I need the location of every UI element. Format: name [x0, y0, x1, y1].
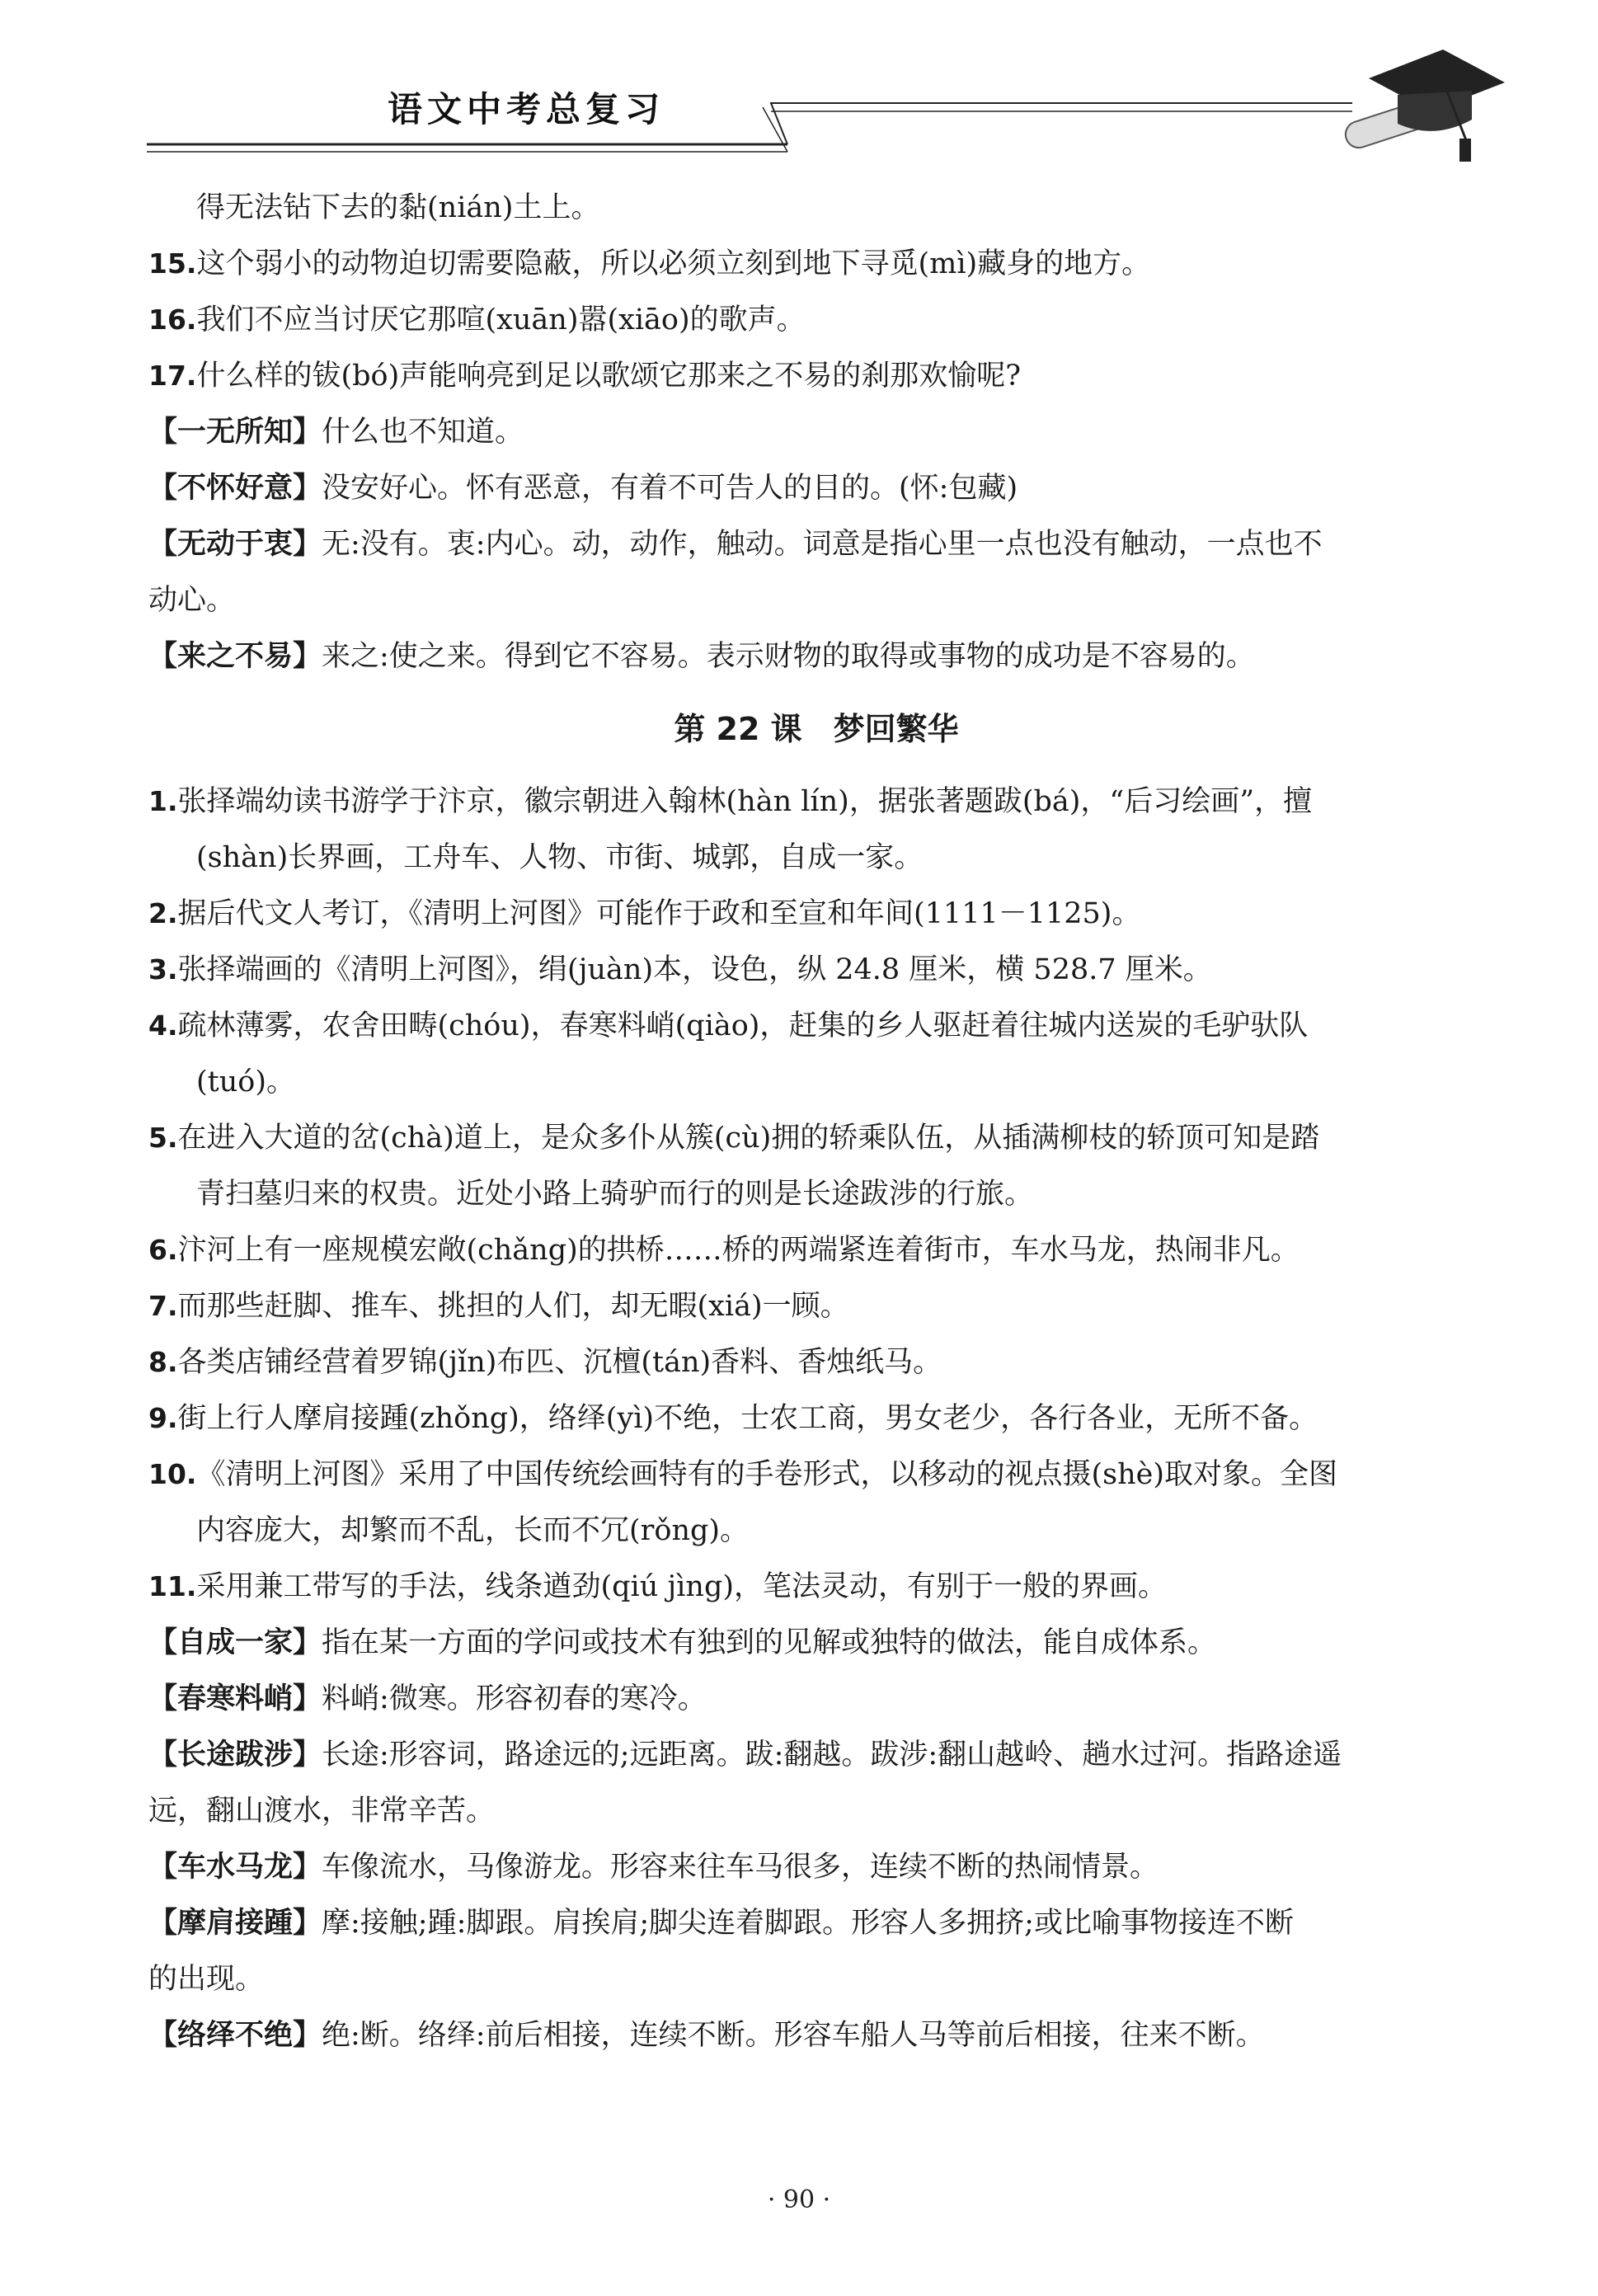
- definition-entry: [148, 1671, 1484, 1727]
- line-text: 什么样的钹(bó)声能响亮到足以歌颂它那来之不易的刹那欢愉呢?: [196, 360, 1022, 393]
- text-line: [148, 886, 1484, 942]
- item-number: 3.: [148, 953, 178, 986]
- text-line: [148, 180, 1484, 236]
- text-line: [148, 1503, 1484, 1559]
- definition-entry: [148, 1839, 1484, 1895]
- line-text: 我们不应当讨厌它那喧(xuān)嚣(xiāo)的歌声。: [196, 303, 806, 336]
- text-line: [148, 1559, 1484, 1615]
- line-text: 采用兼工带写的手法，线条遒劲(qiú jìng)，笔法灵动，有别于一般的界画。: [196, 1570, 1168, 1603]
- vocab-block-1: [148, 180, 1484, 685]
- text-line: [148, 572, 1484, 628]
- line-text: 远，翻山渡水，非常辛苦。: [148, 1795, 496, 1828]
- idiom-term: 【自成一家】: [148, 1626, 322, 1659]
- line-text: 街上行人摩肩接踵(zhǒng)，络绎(yì)不绝，士农工商，男女老少，各行各业，无所不备。: [177, 1402, 1318, 1435]
- line-text: 动心。: [148, 584, 236, 617]
- text-line: [148, 236, 1484, 292]
- line-text: 车像流水，马像游龙。形容来往车马很多，连续不断的热闹情景。: [322, 1851, 1159, 1884]
- item-number: 9.: [148, 1402, 178, 1434]
- idiom-term: 【一无所知】: [148, 416, 322, 449]
- line-text: 张择端幼读书游学于汴京，徽宗朝进入翰林(hàn lín)，据张著题跋(bá)，“后习绘画”，擅: [177, 785, 1313, 818]
- line-text: 的出现。: [148, 1963, 265, 1996]
- line-text: 各类店铺经营着罗锦(jǐn)布匹、沉檀(tán)香料、香烛纸马。: [177, 1346, 942, 1379]
- item-number: 16.: [148, 303, 197, 336]
- line-text: 疏林薄雾，农舍田畴(chóu)，春寒料峭(qiào)，赶集的乡人驱赶着往城内送炭的毛驴驮队: [177, 1009, 1309, 1042]
- definition-entry: [148, 1895, 1484, 1951]
- header-title: 语文中考总复习: [388, 89, 665, 129]
- idiom-term: 【无动于衷】: [148, 528, 322, 561]
- item-number: 4.: [148, 1009, 178, 1042]
- vocab-block-2: [148, 774, 1484, 2063]
- item-number: 8.: [148, 1346, 178, 1378]
- idiom-term: 【不怀好意】: [148, 472, 322, 505]
- text-line: [148, 1054, 1484, 1110]
- item-number: 10.: [148, 1458, 197, 1490]
- text-line: [148, 1166, 1484, 1222]
- text-line: [148, 1110, 1484, 1166]
- text-line: [148, 1447, 1484, 1503]
- text-line: [148, 942, 1484, 998]
- line-text: 指在某一方面的学问或技术有独到的见解或独特的做法，能自成体系。: [322, 1626, 1217, 1659]
- item-number: 7.: [148, 1290, 178, 1322]
- page-header: [0, 0, 1598, 181]
- line-text: 来之:使之来。得到它不容易。表示财物的取得或事物的成功是不容易的。: [322, 640, 1255, 673]
- text-line: [148, 774, 1484, 830]
- idiom-term: 【车水马龙】: [148, 1851, 322, 1884]
- line-text: 在进入大道的岔(chà)道上，是众多仆从簇(cù)拥的轿乘队伍，从插满柳枝的轿顶可知是踏: [177, 1122, 1320, 1155]
- line-text: 内容庞大，却繁而不乱，长而不冗(rǒng)。: [196, 1514, 750, 1547]
- text-line: [148, 292, 1484, 348]
- text-line: [148, 1222, 1484, 1278]
- section-heading: 第 22 课 梦回繁华: [674, 711, 959, 747]
- line-text: 没安好心。怀有恶意，有着不可告人的目的。(怀:包藏): [322, 472, 1018, 505]
- page-number: · 90 ·: [767, 2185, 831, 2214]
- line-text: (tuó)。: [196, 1066, 295, 1099]
- text-line: [148, 1390, 1484, 1447]
- definition-entry: [148, 1615, 1484, 1671]
- line-text: 无:没有。衷:内心。动，动作，触动。词意是指心里一点也没有触动，一点也不: [322, 528, 1323, 561]
- graduation-cap-icon: [1319, 33, 1509, 173]
- line-text: 料峭:微寒。形容初春的寒冷。: [322, 1682, 707, 1715]
- idiom-term: 【络绎不绝】: [148, 2019, 322, 2052]
- text-line: [148, 348, 1484, 404]
- line-text: 摩:接触;踵:脚跟。肩挨肩;脚尖连着脚跟。形容人多拥挤;或比喻事物接连不断: [322, 1907, 1294, 1940]
- idiom-term: 【长途跋涉】: [148, 1738, 322, 1771]
- line-text: 什么也不知道。: [322, 416, 524, 449]
- page-content: [148, 180, 1484, 2063]
- item-number: 15.: [148, 247, 197, 280]
- item-number: 5.: [148, 1122, 178, 1154]
- text-line: [148, 1278, 1484, 1334]
- item-number: 6.: [148, 1234, 178, 1266]
- item-number: 11.: [148, 1570, 197, 1602]
- text-line: [148, 998, 1484, 1054]
- definition-entry: [148, 628, 1484, 685]
- definition-entry: [148, 460, 1484, 516]
- line-text: 据后代文人考订，《清明上河图》可能作于政和至宣和年间(1111－1125)。: [177, 897, 1141, 930]
- definition-entry: [148, 2007, 1484, 2063]
- line-text: 《清明上河图》采用了中国传统绘画特有的手卷形式，以移动的视点摄(shè)取对象。全图: [196, 1458, 1337, 1491]
- line-text: (shàn)长界画，工舟车、人物、市街、城郭，自成一家。: [196, 841, 924, 874]
- idiom-term: 【春寒料峭】: [148, 1682, 322, 1715]
- text-line: [148, 1334, 1484, 1390]
- line-text: 绝:断。络绎:前后相接，连续不断。形容车船人马等前后相接，往来不断。: [322, 2019, 1265, 2052]
- idiom-term: 【来之不易】: [148, 640, 322, 673]
- line-text: 这个弱小的动物迫切需要隐蔽，所以必须立刻到地下寻觅(mì)藏身的地方。: [196, 247, 1151, 280]
- item-number: 17.: [148, 360, 197, 392]
- line-text: 青扫墓归来的权贵。近处小路上骑驴而行的则是长途跋涉的行旅。: [196, 1178, 1034, 1211]
- line-text: 得无法钻下去的黏(nián)土上。: [196, 191, 600, 224]
- line-text: 而那些赶脚、推车、挑担的人们，却无暇(xiá)一顾。: [177, 1290, 849, 1323]
- item-number: 2.: [148, 897, 178, 929]
- text-line: [148, 1783, 1484, 1839]
- definition-entry: [148, 516, 1484, 572]
- line-text: 张择端画的《清明上河图》，绢(juàn)本，设色，纵 24.8 厘米，横 528.7 厘米。: [177, 953, 1212, 986]
- text-line: [148, 830, 1484, 886]
- definition-entry: [148, 1727, 1484, 1783]
- line-text: 汴河上有一座规模宏敞(chǎng)的拱桥……桥的两端紧连着街市，车水马龙，热闹非凡。: [177, 1234, 1300, 1267]
- line-text: 长途:形容词，路途远的;远距离。跋:翻越。跋涉:翻山越岭、趟水过河。指路途遥: [322, 1738, 1342, 1771]
- text-line: [148, 1951, 1484, 2007]
- definition-entry: [148, 404, 1484, 460]
- item-number: 1.: [148, 785, 178, 817]
- idiom-term: 【摩肩接踵】: [148, 1907, 322, 1940]
